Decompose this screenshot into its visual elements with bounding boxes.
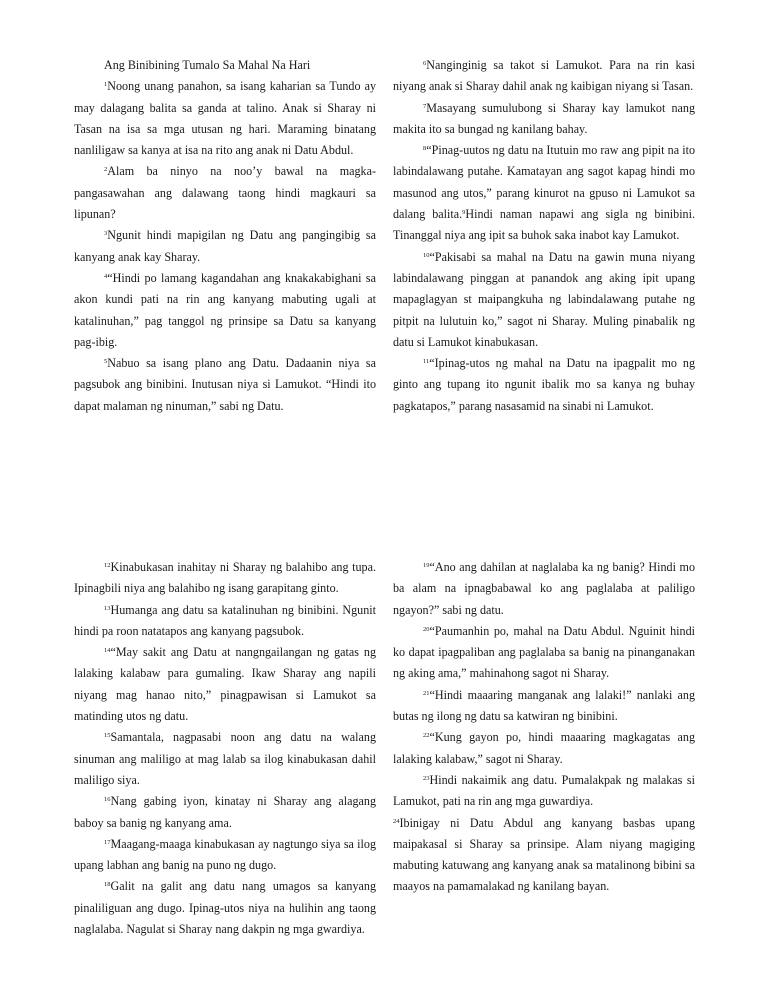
paragraph-text: Noong unang panahon, sa isang kaharian sa Tundo ay may dalagang balita sa ganda at talino. Anak si Sharay ni Tasan na isa sa mga utusan ng hari. Maraming binatang nanliligaw sa kanya at isa na rito ang anak ni Datu Abdul.	[74, 79, 376, 158]
paragraph-text: “Ipinag-utos ng mahal na Datu na ipagpalit mo ng ginto ang tupang ito ngunit ibalik mo sa kanya ng buhay pagkatapos,” parang nasasamid na sinabi ni Lamukot.	[393, 356, 695, 413]
page-column-3	[74, 557, 376, 940]
paragraph-text: Masayang sumulubong si Sharay kay lamukot nang makita ito sa bungad ng kanilang bahay.	[393, 100, 695, 136]
paragraph	[393, 247, 695, 353]
paragraph-number: 7	[423, 102, 427, 110]
paragraph-number: 6	[423, 60, 427, 67]
paragraph-number: 5	[104, 358, 108, 366]
paragraph-text: “Hindi maaaring manganak ang lalaki!” nanlaki ang butas ng ilong ng datu sa katwiran ng binibini.	[393, 687, 695, 724]
paragraph-number: 17	[104, 838, 111, 846]
paragraph	[74, 834, 376, 877]
paragraph	[74, 225, 376, 268]
paragraph-number: 10	[423, 251, 430, 259]
paragraph-number: 16	[104, 796, 111, 804]
paragraph-number: 18	[104, 881, 111, 889]
paragraph-text: Galit na galit ang datu nang umagos sa kanyang pinaliliguan ang dugo. Ipinag-utos niya na hulihin ang taong naglalaba. Nagulat si Sharay nang dakpin ng mga gwardiya.	[74, 879, 376, 937]
page-column-1	[74, 55, 376, 417]
paragraph-text: Kinabukasan inahitay ni Sharay ng balahibo ang tupa. Ipinagbili niya ang balahibo ng isang garapitang ginto.	[74, 560, 376, 596]
paragraph-number: 4	[104, 272, 108, 280]
paragraph	[393, 140, 695, 246]
paragraph	[393, 557, 695, 621]
paragraph-number: 24	[393, 817, 400, 825]
paragraph-text: Ibinigay ni Datu Abdul ang kanyang basbas upang maipakasal si Sharay sa prinsipe. Alam niyang magiging mabuting katuwang ang kanyang anak sa matalinong bibini sa maayos na pamamalakad ng kanilang bayan.	[393, 815, 695, 894]
paragraph	[393, 770, 695, 813]
paragraph-text: Humanga ang datu sa katalinuhan ng binibini. Ngunit hindi pa roon natatapos ang kanyang pagsubok.	[74, 602, 376, 638]
paragraph-text: “Paumanhin po, mahal na Datu Abdul. Nguinit hindi ko dapat ipagpaliban ang paglalaba sa banig na pinanganakan ng aking ama,” mahinahong sagot ni Sharay.	[393, 623, 695, 681]
paragraph-number: 3	[104, 230, 108, 238]
paragraph-number: 8	[423, 145, 427, 153]
paragraph-number: 11	[423, 358, 430, 366]
paragraph-number: 22	[423, 732, 430, 740]
page-column-2	[393, 55, 695, 417]
paragraph-number: 14	[104, 647, 111, 655]
paragraph-number: 19	[423, 562, 430, 569]
paragraph-text: Ngunit hindi mapigilan ng Datu ang pangingibig sa kanyang anak kay Sharay.	[74, 228, 376, 264]
paragraph	[74, 642, 376, 727]
paragraph-text: Nanginginig sa takot si Lamukot. Para na rin kasi niyang anak si Sharay dahil anak ng kaibigan niyang si Tasan.	[393, 58, 695, 94]
paragraph	[74, 791, 376, 834]
paragraph	[74, 76, 376, 161]
paragraph-number: 13	[104, 604, 111, 612]
paragraph-text: Nabuo sa isang plano ang Datu. Dadaanin niya sa pagsubok ang binibini. Inutusan niya si Lamukot. “Hindi ito dapat malaman ng ninuman,” sabi ng Datu.	[74, 356, 376, 413]
paragraph	[74, 268, 376, 353]
paragraph-text: Samantala, nagpasabi noon ang datu na walang sinuman ang maliligo at mag lalab sa ilog kinabukasan dahil maliligo siya.	[74, 730, 376, 787]
paragraph	[393, 685, 695, 728]
paragraph	[74, 727, 376, 791]
paragraph	[74, 876, 376, 940]
paragraph-text: “Pinag-uutos ng datu na Itutuin mo raw ang pipit na ito labindalawang putahe. Kamatayan ang sagot kapag hindi mo masunod ang utos,” parang kinurot na gpuso ni Lamukot sa dalang balita.	[393, 143, 695, 222]
paragraph	[74, 557, 376, 600]
paragraph-text: “May sakit ang Datu at nangngailangan ng gatas ng lalaking kalabaw para gumaling. Ikaw Sharay ang napili niyang mag hanao nito,” pinagpawisan si Lamukot sa matinding utos ng datu.	[74, 645, 376, 724]
paragraph-text: Nang gabing iyon, kinatay ni Sharay ang alagang baboy sa banig ng kanyang ama.	[74, 794, 376, 830]
paragraph-text: Hindi nakaimik ang datu. Pumalakpak ng malakas si Lamukot, pati na rin ang mga guwardiya.	[393, 772, 695, 809]
paragraph-text: Alam ba ninyo na noo’y bawal na magka-pangasawahan ang dalawang taong hindi magkauri sa lipunan?	[74, 164, 376, 222]
paragraph-number: 21	[423, 689, 430, 697]
paragraph	[393, 98, 695, 141]
paragraph-text: “Hindi po lamang kagandahan ang knakakabighani sa akon kundi pati na rin ang kanyang mabuting ugali at katalinuhan,” pag tanggol ng prinsipe sa Datu sa kanyang pag-ibig.	[74, 270, 376, 349]
paragraph	[393, 55, 695, 98]
paragraph-text: “Pakisabi sa mahal na Datu na gawin muna niyang labindalawang pinggan at panandok ang aking ipit upang mapaglagyan st maipangkuha ng labindalawang putahe ng pitpit na lulutuin ko,” sagot ni Sharay. Muling pinabalik ng datu si Lamukot kinabukasan.	[393, 249, 695, 349]
paragraph-number: 12	[104, 562, 111, 569]
paragraph-text: Maagang-maaga kinabukasan ay nagtungo siya sa ilog upang labhan ang banig na puno ng dugo.	[74, 836, 376, 873]
paragraph-number: 20	[423, 625, 430, 633]
story-title: Ang Binibining Tumalo Sa Mahal Na Hari	[104, 58, 311, 72]
paragraph	[393, 727, 695, 770]
paragraph-text: “Ano ang dahilan at naglalaba ka ng banig? Hindi mo ba alam na ipnagbabawal ko ang paglalaba at paliligo ngayon?” sabi ng datu.	[393, 560, 695, 617]
paragraph	[74, 353, 376, 417]
page-column-4	[393, 557, 695, 898]
paragraph-number: 1	[104, 81, 108, 89]
paragraph	[393, 813, 695, 898]
paragraph-number: 23	[423, 774, 430, 782]
paragraph	[74, 600, 376, 643]
paragraph-text: “Kung gayon po, hindi maaaring magkagatas ang lalaking kalabaw,” sagot ni Sharay.	[393, 730, 695, 766]
paragraph-number: 15	[104, 732, 111, 740]
paragraph-number: 2	[104, 166, 108, 174]
paragraph-number: 9	[462, 209, 466, 217]
paragraph	[393, 621, 695, 685]
paragraph-text: Hindi naman napawi ang sigla ng binibini. Tinanggal niya ang ipit sa buhok saka inabot kay Lamukot.	[393, 207, 695, 243]
paragraph	[74, 161, 376, 225]
paragraph	[393, 353, 695, 417]
